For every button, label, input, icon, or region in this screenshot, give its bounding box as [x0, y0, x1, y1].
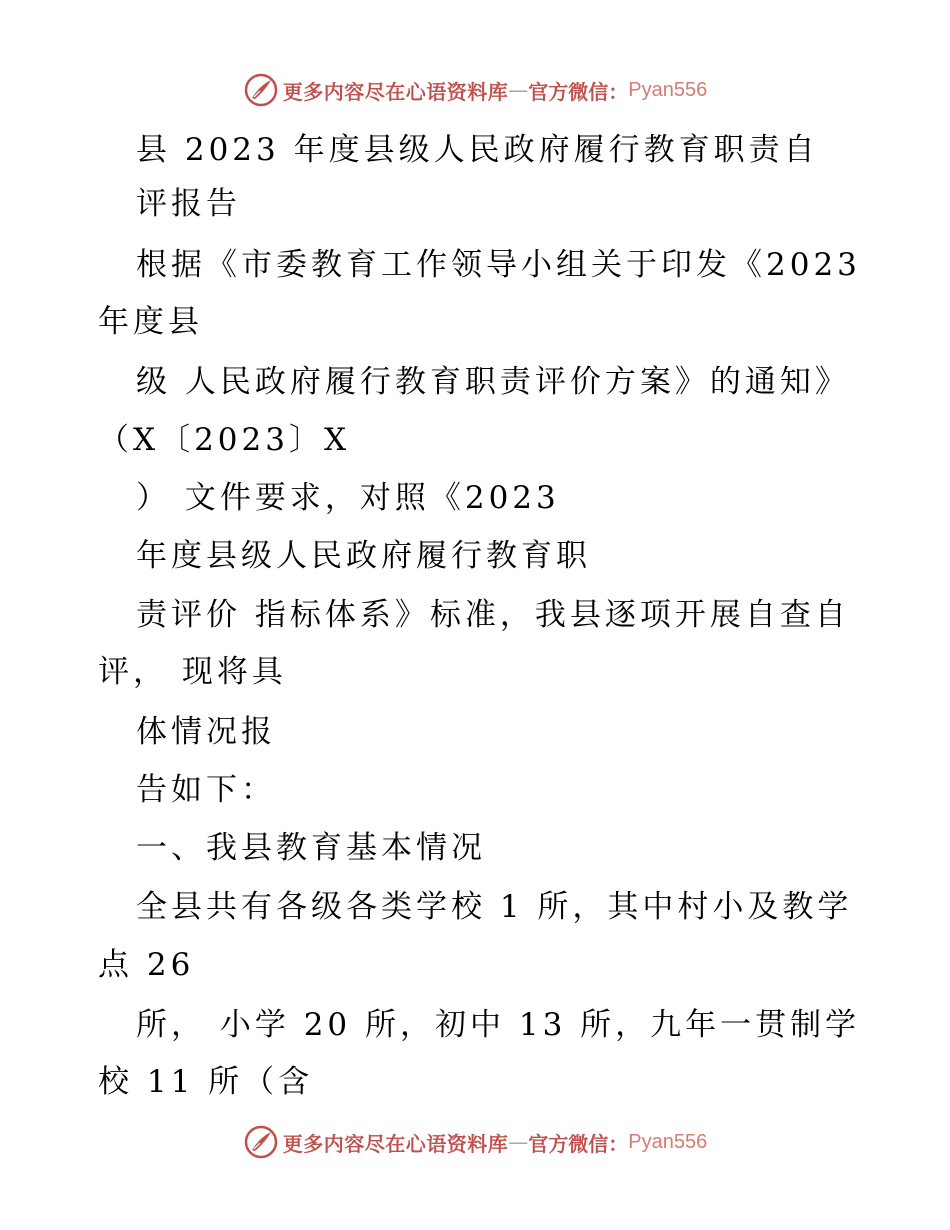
doc-text-line: 年度县级人民政府履行教育职	[136, 538, 591, 574]
doc-text-line: 级 人民政府履行教育职责评价方案》的通知》	[136, 364, 850, 400]
doc-text-line: 告如下：	[136, 772, 276, 808]
doc-text-line: 点 26	[98, 947, 195, 983]
watermark-wechat-label: 官方微信：	[528, 1131, 629, 1156]
doc-text-line: （X〔2023〕X	[98, 422, 351, 458]
watermark-separator: —	[508, 78, 529, 102]
watermark-wechat-label: 官方微信：	[528, 79, 629, 104]
doc-text-line: 年度县	[98, 304, 203, 340]
doc-text-line: 校 11 所（含	[98, 1064, 314, 1100]
doc-text-line: 根据《市委教育工作领导小组关于印发《2023	[136, 247, 861, 283]
footer-watermark	[0, 1124, 950, 1160]
watermark-title: 更多内容尽在心语资料库	[282, 79, 509, 104]
doc-text-line: 全县共有各级各类学校 1 所，其中村小及教学	[136, 889, 853, 925]
doc-title-line-2: 评报告	[136, 186, 241, 222]
watermark-separator: —	[508, 1130, 529, 1154]
quill-logo-icon	[243, 1124, 279, 1160]
doc-section-heading: 一、我县教育基本情况	[136, 830, 486, 866]
doc-title-line-1: 县 2023 年度县级人民政府履行教育职责自	[136, 132, 819, 168]
doc-text-line: 责评价 指标体系》标准，我县逐项开展自查自	[136, 597, 850, 633]
doc-text-line: 所， 小学 20 所，初中 13 所，九年一贯制学	[136, 1007, 861, 1043]
watermark-title: 更多内容尽在心语资料库	[282, 1131, 509, 1156]
watermark-wechat-id: Pyan556	[628, 78, 708, 101]
doc-text-line: ） 文件要求，对照《2023	[136, 480, 560, 516]
doc-text-line: 体情况报	[136, 714, 276, 750]
watermark-wechat-id: Pyan556	[628, 1130, 708, 1153]
doc-text-line: 评， 现将具	[98, 654, 287, 690]
